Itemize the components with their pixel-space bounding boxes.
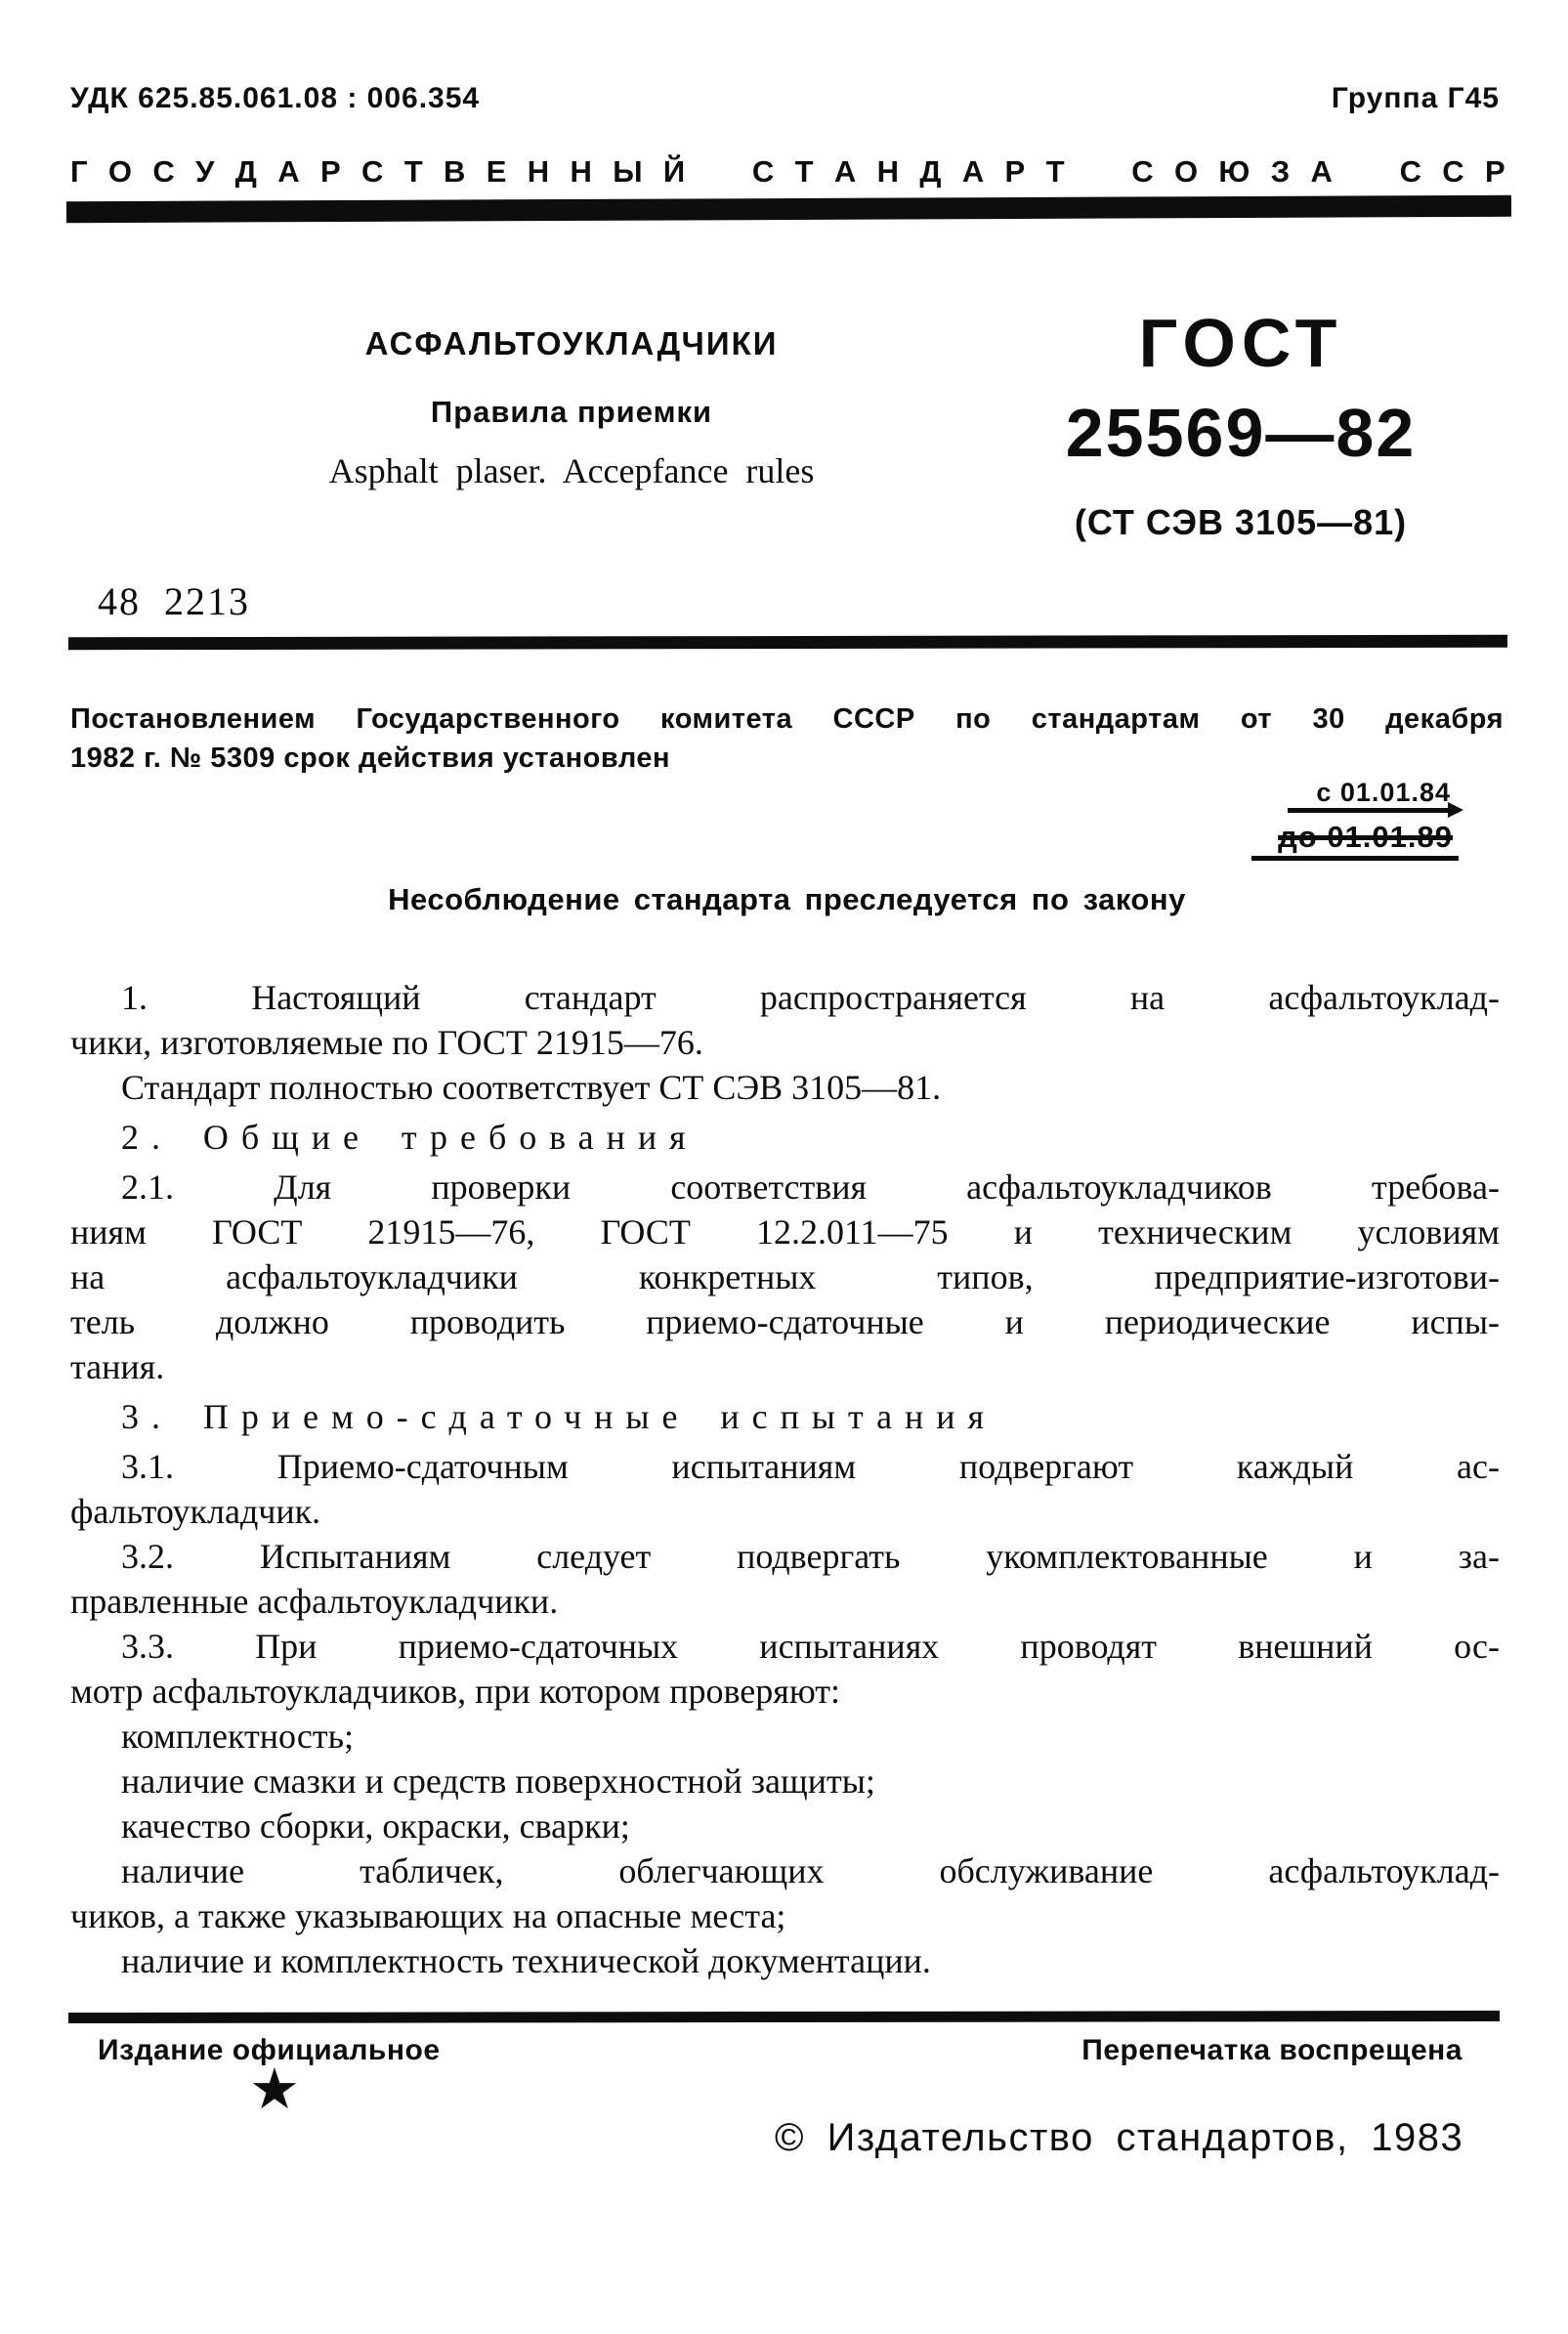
body-line: правленные асфальтоукладчики. bbox=[70, 1582, 559, 1621]
legal-notice: Несоблюдение стандарта преследуется по закону bbox=[388, 882, 1186, 916]
org-title-char: Н bbox=[570, 154, 592, 189]
org-title-char: Н bbox=[876, 154, 900, 189]
body-line: Стандарт полностью соответствует СТ СЭВ 3105—81. bbox=[121, 1068, 942, 1107]
title-block bbox=[327, 325, 816, 491]
date-from-underline-arrow bbox=[1288, 808, 1459, 813]
org-title-char: С bbox=[751, 154, 775, 189]
sev-reference: (СТ СЭВ 3105—81) bbox=[1074, 502, 1408, 542]
org-title-char: Р bbox=[319, 154, 341, 189]
body-line: комплектность; bbox=[121, 1717, 355, 1756]
org-title-char: А bbox=[277, 154, 300, 189]
org-title-char: С bbox=[1442, 154, 1464, 189]
org-title-char: Ю bbox=[1218, 154, 1250, 189]
decree-line: 1982 г. № 5309 срок действия установлен bbox=[70, 743, 670, 774]
org-title-char: Й bbox=[662, 154, 686, 189]
org-title-char: С bbox=[1131, 154, 1154, 189]
body-line: качество сборки, окраски, сварки; bbox=[121, 1806, 630, 1846]
group-code: Группа Г45 bbox=[1331, 82, 1500, 114]
standard-subtitle-ru: Правила приемки bbox=[430, 395, 713, 429]
body-line: ниям ГОСТ 21915—76, ГОСТ 12.2.011—75 и техническим условиям bbox=[70, 1212, 1500, 1252]
body-line: чики, изготовляемые по ГОСТ 21915—76. bbox=[70, 1023, 703, 1062]
divider-rule bbox=[68, 635, 1507, 651]
body-line: 3.3. При приемо-сдаточных испытаниях проводят внешний ос- bbox=[121, 1627, 1500, 1666]
body-line: 3. Приемо-сдаточные испытания bbox=[121, 1397, 996, 1436]
oks-code: 48 2213 bbox=[98, 579, 250, 623]
body-line: мотр асфальтоукладчиков, при котором проверяют: bbox=[70, 1672, 840, 1711]
date-from-block bbox=[1251, 779, 1459, 813]
decree-paragraph bbox=[70, 700, 1504, 778]
org-title-char: Д bbox=[919, 154, 942, 189]
org-title-char: В bbox=[443, 154, 466, 189]
org-title-char: Г bbox=[70, 154, 88, 189]
validity-dates bbox=[1251, 779, 1459, 861]
date-to-underline bbox=[1251, 856, 1459, 861]
body-line: наличие табличек, облегчающих обслуживание асфальтоуклад- bbox=[121, 1851, 1500, 1890]
org-title-char: Ы bbox=[613, 154, 643, 189]
org-title-char: О bbox=[1173, 154, 1199, 189]
org-title-char: Р bbox=[1485, 154, 1505, 189]
gost-label: ГОСТ bbox=[1138, 305, 1343, 381]
org-title-char: С bbox=[360, 154, 384, 189]
org-title-char: Д bbox=[234, 154, 257, 189]
date-to: до 01.01.89 bbox=[1278, 820, 1453, 854]
org-title-char: Н bbox=[527, 154, 550, 189]
standard-title-en: Asphalt plaser. Accepfance rules bbox=[328, 451, 815, 490]
body-line: тания. bbox=[70, 1347, 165, 1386]
org-title-char: Е bbox=[486, 154, 507, 189]
standard-title-ru: АСФАЛЬТОУКЛАДЧИКИ bbox=[364, 325, 779, 361]
footer-rule bbox=[68, 2011, 1500, 2023]
body-line: наличие смазки и средств поверхностной защиты; bbox=[121, 1761, 875, 1801]
body-line: 3.1. Приемо-сдаточным испытаниям подвергают каждый ас- bbox=[121, 1447, 1500, 1486]
org-title-char: А bbox=[833, 154, 857, 189]
org-title-char: Т bbox=[403, 154, 423, 189]
header-bar bbox=[66, 195, 1511, 223]
body-line: 2. Общие требования bbox=[121, 1118, 699, 1157]
udk-code: УДК 625.85.061.08 : 006.354 bbox=[70, 82, 481, 114]
gost-designation-block bbox=[1026, 305, 1456, 543]
org-title-char: А bbox=[961, 154, 985, 189]
org-title-char: Т bbox=[794, 154, 814, 189]
footer-row bbox=[98, 2034, 1462, 2067]
body-line: на асфальтоукладчики конкретных типов, предприятие-изготови- bbox=[70, 1257, 1500, 1296]
body-line: 2.1. Для проверки соответствия асфальтоукладчиков требова- bbox=[121, 1167, 1500, 1207]
org-title-char: Р bbox=[1004, 154, 1026, 189]
date-from: с 01.01.84 bbox=[1316, 778, 1451, 807]
body-text bbox=[70, 975, 1500, 1983]
star-icon: ★ bbox=[249, 2058, 300, 2121]
org-title-char: Т bbox=[1045, 154, 1065, 189]
body-line: чиков, а также указывающих на опасные места; bbox=[70, 1896, 786, 1935]
copyright-line: © Издательство стандартов, 1983 bbox=[775, 2116, 1464, 2159]
body-line: фальтоукладчик. bbox=[70, 1492, 321, 1531]
header-row bbox=[70, 82, 1500, 115]
org-title-char: З bbox=[1270, 154, 1291, 189]
body-line: тель должно проводить приемо-сдаточные и периодические испы- bbox=[70, 1302, 1500, 1341]
official-edition-label: Издание официальное bbox=[98, 2034, 441, 2066]
decree-line: Постановлением Государственного комитета СССР по стандартам от 30 декабря bbox=[70, 703, 1504, 735]
body-line: 1. Настоящий стандарт распространяется на асфальтоуклад- bbox=[121, 978, 1500, 1017]
standard-org-title bbox=[70, 154, 1505, 190]
gost-number: 25569—82 bbox=[1065, 395, 1417, 471]
body-line: наличие и комплектность технической документации. bbox=[121, 1941, 931, 1980]
org-title-char: У bbox=[195, 154, 215, 189]
org-title-char: С bbox=[152, 154, 175, 189]
org-title-char: С bbox=[1399, 154, 1421, 189]
org-title-char: О bbox=[107, 154, 133, 189]
body-line: 3.2. Испытаниям следует подвергать укомплектованные и за- bbox=[121, 1537, 1500, 1576]
date-to-block bbox=[1251, 822, 1459, 861]
org-title-char: А bbox=[1310, 154, 1333, 189]
reprint-prohibited-label: Перепечатка воспрещена bbox=[1081, 2034, 1462, 2066]
